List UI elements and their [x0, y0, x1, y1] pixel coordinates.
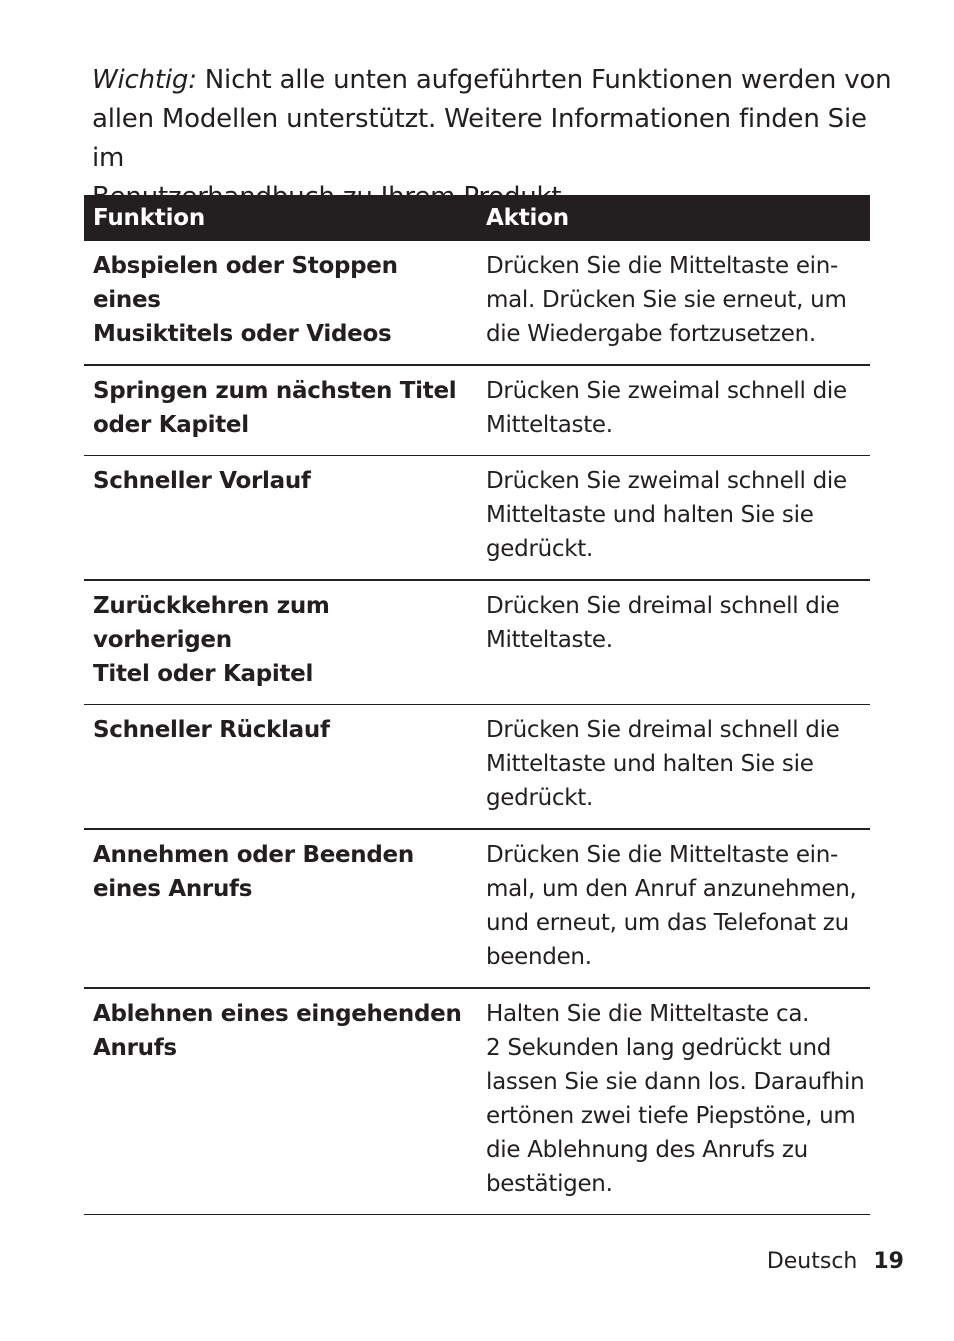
function-line: Titel oder Kapitel — [93, 661, 314, 687]
table-row — [84, 829, 870, 988]
table-header-row — [84, 195, 870, 241]
page-footer — [767, 1248, 904, 1276]
action-line: und erneut, um das Telefonat zu — [486, 910, 849, 936]
action-line: die Ablehnung des Anrufs zu — [486, 1137, 808, 1163]
action-line: Mitteltaste und halten Sie sie — [486, 502, 814, 528]
function-line: Anrufs — [93, 1035, 177, 1061]
action-line: Drücken Sie dreimal schnell die — [486, 593, 840, 619]
table-row — [84, 456, 870, 581]
function-cell — [84, 829, 477, 988]
header-action: Aktion — [477, 195, 870, 241]
function-line: Abspielen oder Stoppen eines — [93, 253, 398, 313]
function-line: Schneller Rücklauf — [93, 717, 330, 743]
function-cell — [84, 988, 477, 1215]
action-line: ertönen zwei tiefe Piepstöne, um — [486, 1103, 856, 1129]
action-line: Drücken Sie dreimal schnell die — [486, 717, 840, 743]
function-cell — [84, 365, 477, 456]
function-cell — [84, 456, 477, 581]
table-row — [84, 988, 870, 1215]
table-row — [84, 365, 870, 456]
function-cell — [84, 241, 477, 365]
intro-line-1: Nicht alle unten aufgeführten Funktionen werden von — [204, 65, 892, 95]
action-line: beenden. — [486, 944, 592, 970]
table-row — [84, 580, 870, 705]
function-line: Annehmen oder Beenden — [93, 842, 414, 868]
function-line: Schneller Vorlauf — [93, 468, 311, 494]
function-line: Ablehnen eines eingehenden — [93, 1001, 462, 1027]
action-line: Mitteltaste. — [486, 627, 613, 653]
function-cell — [84, 580, 477, 705]
intro-line-2: allen Modellen unterstützt. Weitere Informationen finden Sie im — [92, 104, 867, 173]
page-number: 19 — [873, 1249, 904, 1274]
action-line: Drücken Sie die Mitteltaste ein- — [486, 842, 839, 868]
action-line: Drücken Sie zweimal schnell die — [486, 378, 847, 404]
action-cell — [477, 365, 870, 456]
action-line: Mitteltaste. — [486, 412, 613, 438]
footer-language: Deutsch — [766, 1249, 858, 1274]
action-line: lassen Sie sie dann los. Daraufhin — [486, 1069, 865, 1095]
action-line: gedrückt. — [486, 536, 593, 562]
action-cell — [477, 241, 870, 365]
table-row — [84, 241, 870, 365]
function-line: Musiktitels oder Videos — [93, 321, 392, 347]
function-cell — [84, 705, 477, 830]
action-line: mal. Drücken Sie sie erneut, um — [486, 287, 847, 313]
header-function: Funktion — [84, 195, 477, 241]
action-line: bestätigen. — [486, 1171, 613, 1197]
function-line: Zurückkehren zum vorherigen — [93, 593, 330, 653]
action-line: Drücken Sie die Mitteltaste ein- — [486, 253, 839, 279]
action-line: 2 Sekunden lang gedrückt und — [486, 1035, 832, 1061]
action-line: Mitteltaste und halten Sie sie — [486, 751, 814, 777]
action-cell — [477, 580, 870, 705]
action-line: Drücken Sie zweimal schnell die — [486, 468, 847, 494]
function-line: Springen zum nächsten Titel — [93, 378, 457, 404]
function-table — [84, 195, 870, 1215]
action-line: gedrückt. — [486, 785, 593, 811]
intro-paragraph — [92, 61, 892, 217]
table-row — [84, 705, 870, 830]
action-cell — [477, 988, 870, 1215]
action-line: die Wiedergabe fortzusetzen. — [486, 321, 816, 347]
action-cell — [477, 829, 870, 988]
function-line: oder Kapitel — [93, 412, 249, 438]
action-line: mal, um den Anruf anzunehmen, — [486, 876, 857, 902]
intro-emphasis: Wichtig: — [92, 65, 197, 95]
action-cell — [477, 705, 870, 830]
function-line: eines Anrufs — [93, 876, 253, 902]
action-cell — [477, 456, 870, 581]
action-line: Halten Sie die Mitteltaste ca. — [486, 1001, 810, 1027]
